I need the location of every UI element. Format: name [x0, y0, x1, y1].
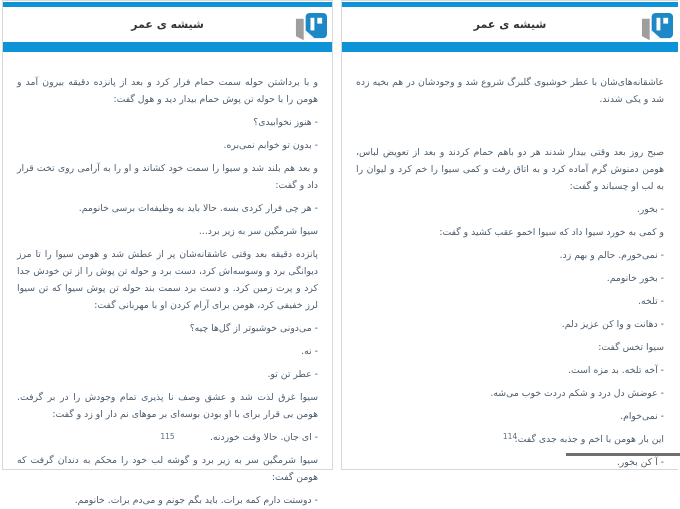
dialogue-line: - بخور.	[636, 204, 664, 215]
book-title: شیشه ی عمر	[131, 18, 204, 31]
paragraph: سیوا غرق لذت شد و عشق وصف نا پذیری تمام وجودش را در بر گرفت. هومن بی قرار برای با او بودن بوسه‌ای بر موهای نم دار او زد و گفت:	[17, 392, 318, 420]
paragraph: و کمی به خورد سیوا داد که سیوا اخمو عقب کشید و گفت:	[439, 227, 664, 238]
dialogue-line: - هر چی فرار کردی بسه. حالا باید به وظیفه‌ات برسی خانومم.	[78, 203, 318, 214]
dialogue-line: - آ کن بخور.	[616, 457, 664, 468]
page-header	[342, 7, 678, 42]
paragraph: پانزده دقیقه بعد وقتی عاشقانه‌شان پر از عطش شد و هومن سیوا را تا مرز دیوانگی برد و وسوسه‌اش کرد، دست برد و حوله تن پوش را از تن خودش جدا کرد و پرت زمین کرد. و دست برد سمت بند حوله تن پوش سیوا که تن سیوا لرز خفیفی کرد، هومن برای آرام کردن او با مهربانی گفت:	[17, 249, 318, 311]
paragraph: و با برداشتن حوله سمت حمام فرار کرد و بعد از پانزده دقیقه بیرون آمد و هومن را با حوله تن پوش حمام بیدار دید و هول گفت:	[17, 77, 318, 105]
dialogue-line: - ای جان. حالا وقت خوردنه.	[209, 432, 318, 443]
dialogue-line: - می‌دونی خوشبوتر از گل‌ها چیه؟	[189, 323, 318, 334]
book-page-114	[341, 0, 678, 470]
dialogue-line: - نه.	[301, 346, 318, 357]
page-number: 115	[160, 432, 175, 441]
page-header	[3, 7, 332, 42]
ketabrah-logo-icon	[640, 10, 673, 45]
horizontal-scrollbar-thumb[interactable]	[566, 453, 680, 456]
paragraph: سیوا شرمگین سر به زیر برد...	[198, 226, 318, 237]
dialogue-line: - نمی‌خورم. حالم و بهم زد.	[559, 250, 664, 261]
header-accent-bar	[342, 42, 678, 52]
dialogue-line: - هنوز نخوابیدی؟	[253, 117, 318, 128]
ketabrah-logo-icon	[294, 10, 327, 45]
dialogue-line: - عوضش دل درد و شکم دردت خوب می‌شه.	[490, 388, 664, 399]
dialogue-line: - بخور خانومم.	[606, 273, 664, 284]
dialogue-line: - عطر تن تو.	[267, 369, 318, 380]
dialogue-line: - دوستت دارم کمه برات. باید بگم جونم و می‌دم برات. خانومم.	[74, 495, 318, 506]
paragraph: و بعد هم بلند شد و سیوا را سمت خود کشاند و او را به آرامی روی تخت قرار داد و گفت:	[17, 163, 318, 191]
paragraph: صبح روز بعد وقتی بیدار شدند هر دو باهم حمام کردند و بعد از تعویض لباس، هومن دمنوش گرم آماده کرد و به اتاق رفت و کمی سیوا را خم کرد و لیوان را به لب او چسباند و گفت:	[356, 147, 664, 192]
book-page-115	[2, 0, 333, 506]
book-title: شیشه ی عمر	[473, 18, 547, 31]
page-number: 114	[502, 432, 518, 441]
paragraph: عاشقانه‌های‌شان با عطر خوشبوی گلبرگ شروع شد و وجودشان در هم بخیه زده شد و یکی شدند.	[356, 77, 664, 105]
header-accent-bar	[3, 42, 332, 52]
paragraph: سیوا شرمگین سر به زیر برد و گوشه لب خود را محکم به دندان گرفت که هومن گفت:	[17, 455, 318, 483]
paragraph: سیوا تخس گفت:	[598, 342, 664, 353]
paragraph: این بار هومن با اخم و جذبه جدی گفت:	[514, 434, 664, 445]
dialogue-line: - آخه تلخه. بد مزه است.	[568, 365, 664, 376]
dialogue-line: - نمی‌خوام.	[620, 411, 664, 422]
dialogue-line: - بدون تو خوابم نمی‌بره.	[223, 140, 318, 151]
dialogue-line: - دهانت و وا کن عزیز دلم.	[561, 319, 664, 330]
dialogue-line: - تلخه.	[638, 296, 664, 307]
